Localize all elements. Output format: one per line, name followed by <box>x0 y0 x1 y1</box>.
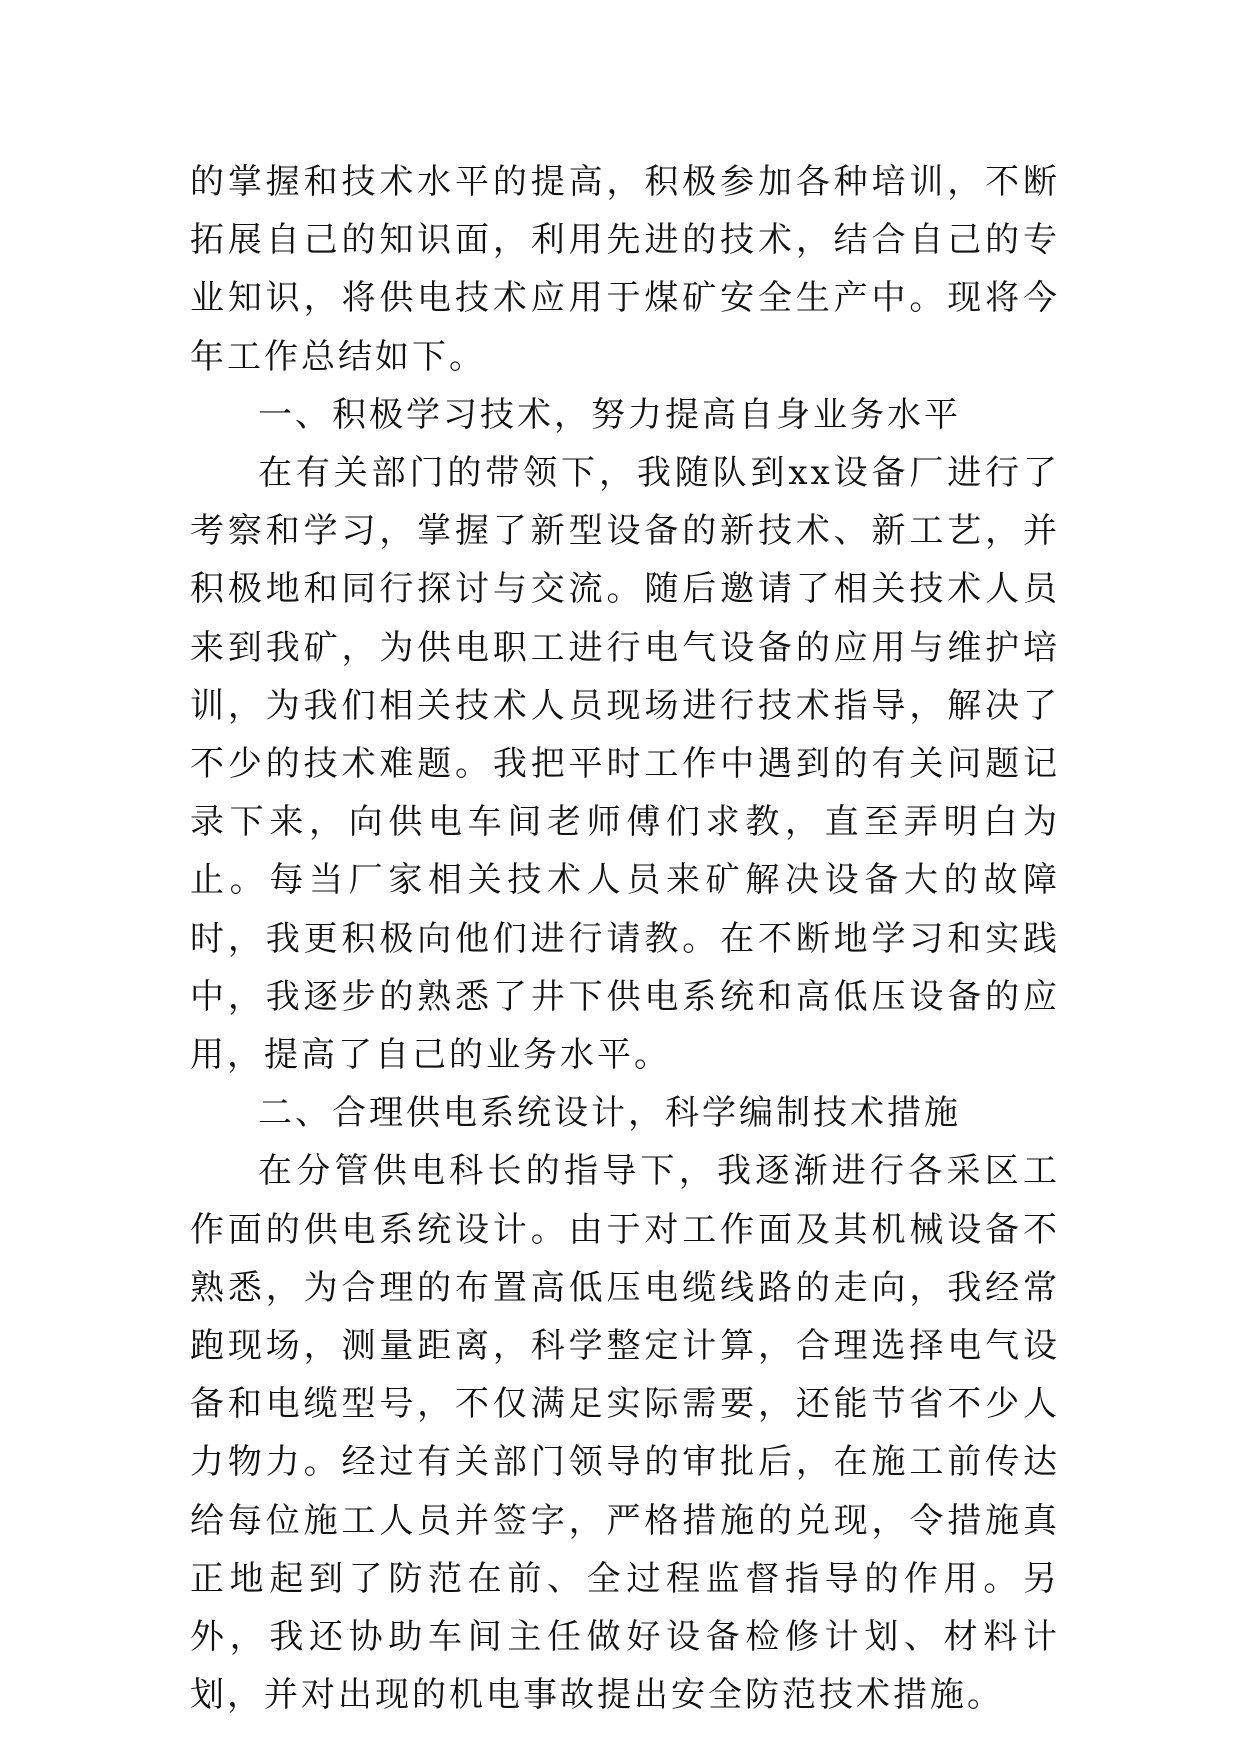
paragraph-section-2: 在分管供电科长的指导下，我逐渐进行各采区工作面的供电系统设计。由于对工作面及其机械设备不熟悉，为合理的布置高低压电缆线路的走向，我经常跑现场，测量距离，科学整定计算，合理选择电气设备和电缆型号，不仅满足实际需要，还能节省不少人力物力。经过有关部门领导的审批后，在施工前传达给每位施工人员并签字，严格措施的兑现，令措施真正地起到了防范在前、全过程监督指导的作用。另外，我还协助车间主任做好设备检修计划、材料计划，并对出现的机电事故提出安全防范技术措施。 <box>190 1151 1060 1716</box>
document-page <box>190 153 1060 1724</box>
section-heading-1: 一、积极学习技术，努力提高自身业务水平 <box>258 394 961 435</box>
section-heading-2: 二、合理供电系统设计，科学编制技术措施 <box>258 1093 961 1134</box>
paragraph-section-1: 在有关部门的带领下，我随队到xx设备厂进行了考察和学习，掌握了新型设备的新技术、新工艺，并积极地和同行探讨与交流。随后邀请了相关技术人员来到我矿，为供电职工进行电气设备的应用与维护培训，为我们相关技术人员现场进行技术指导，解决了不少的技术难题。我把平时工作中遇到的有关问题记录下来，向供电车间老师傅们求教，直至弄明白为止。每当厂家相关技术人员来矿解决设备大的故障时，我更积极向他们进行请教。在不断地学习和实践中，我逐步的熟悉了井下供电系统和高低压设备的应用，提高了自己的业务水平。 <box>190 453 1060 1076</box>
paragraph-continuation: 的掌握和技术水平的提高，积极参加各种培训，不断拓展自己的知识面，利用先进的技术，结合自己的专业知识，将供电技术应用于煤矿安全生产中。现将今年工作总结如下。 <box>190 162 1060 377</box>
